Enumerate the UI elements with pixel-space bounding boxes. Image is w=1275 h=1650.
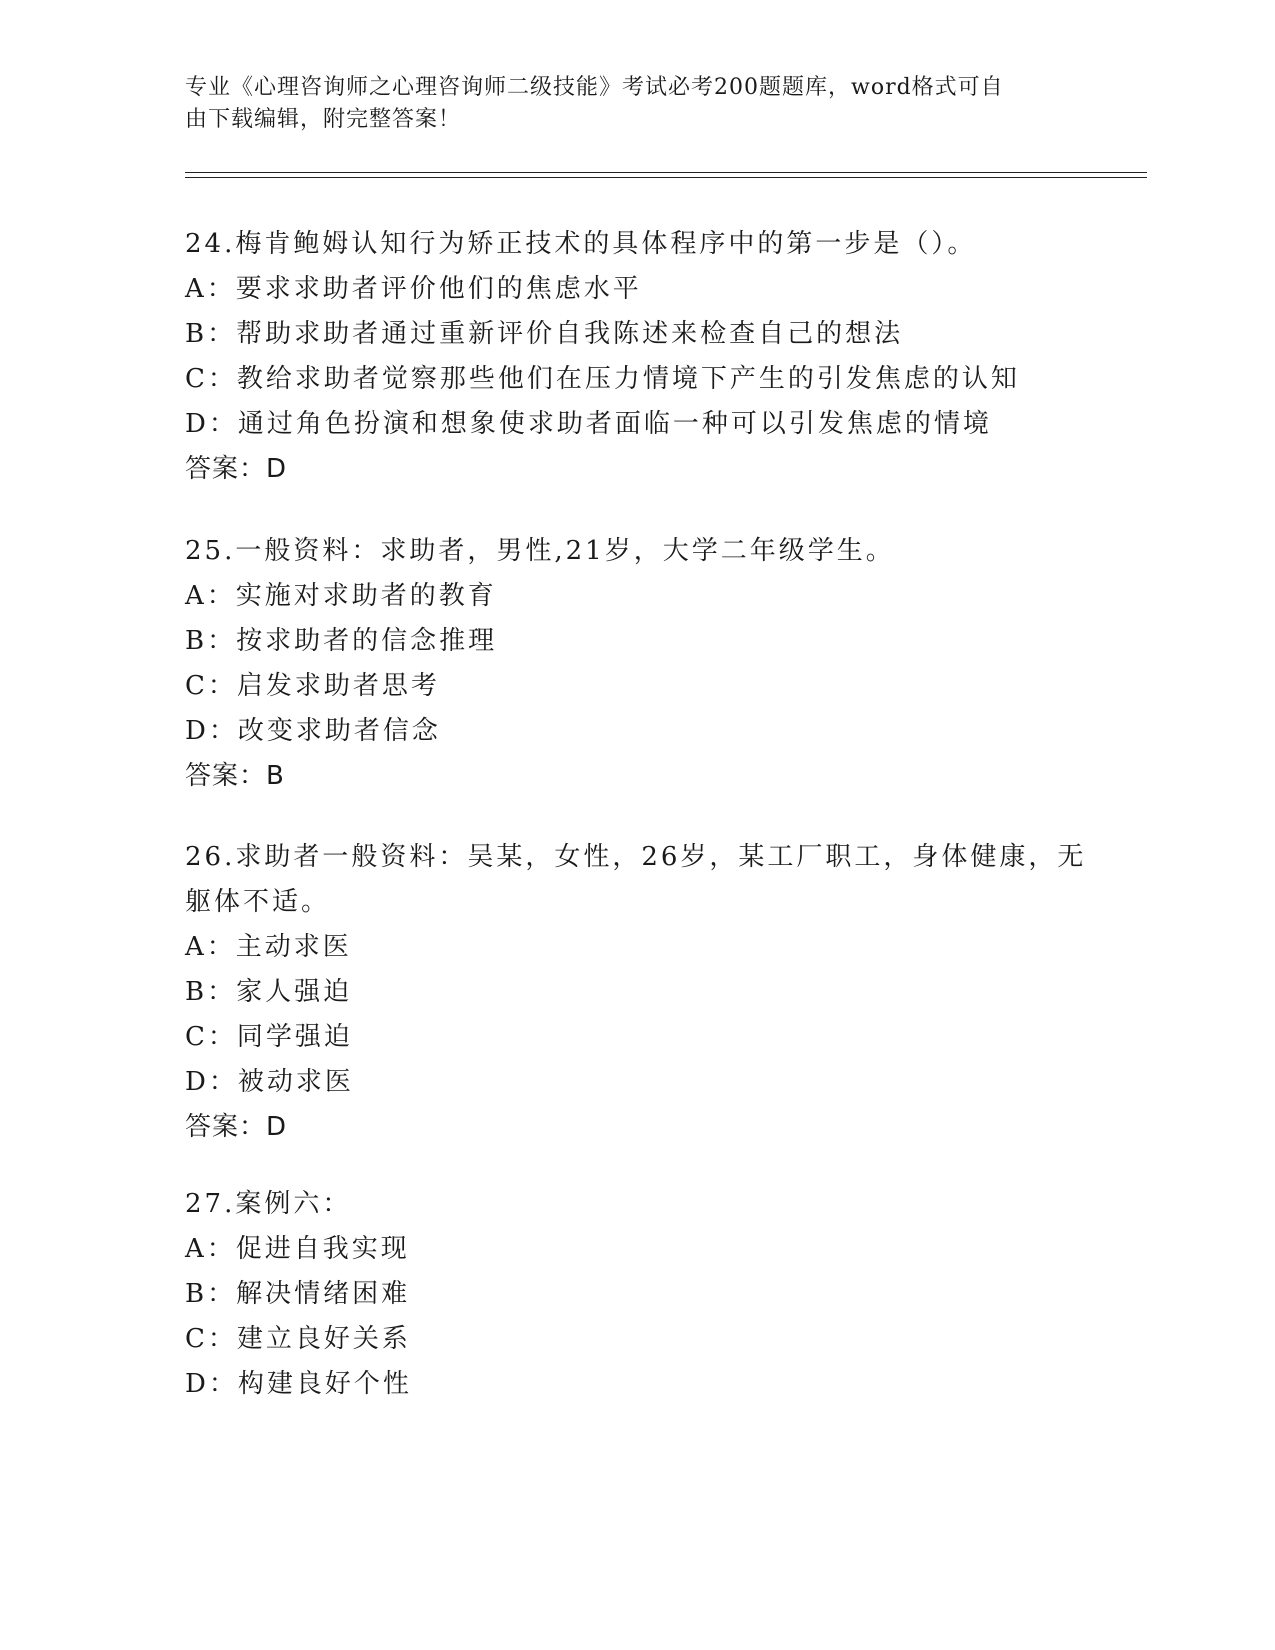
option-b: B：解决情绪困难 (185, 1279, 411, 1309)
header-line-1: 专业《心理咨询师之心理咨询师二级技能》考试必考200题题库，word格式可自 (185, 75, 1004, 100)
document-header (185, 72, 1065, 136)
answer: 答案：D (185, 454, 288, 484)
option-a: A：实施对求助者的教育 (185, 581, 497, 611)
question-stem-line-2: 躯体不适。 (185, 887, 331, 917)
header-divider-bottom (185, 177, 1147, 178)
question-24 (185, 222, 1085, 492)
option-b: B：家人强迫 (185, 977, 353, 1007)
option-c: C：教给求助者觉察那些他们在压力情境下产生的引发焦虑的认知 (185, 364, 1020, 394)
question-stem: 27.案例六： (185, 1189, 352, 1219)
question-stem: 25.一般资料：求助者，男性,21岁，大学二年级学生。 (185, 536, 895, 566)
option-d: D：被动求医 (185, 1067, 354, 1097)
question-25 (185, 529, 1085, 799)
option-a: A：促进自我实现 (185, 1234, 410, 1264)
option-b: B：帮助求助者通过重新评价自我陈述来检查自己的想法 (185, 319, 904, 349)
option-a: A：要求求助者评价他们的焦虑水平 (185, 274, 642, 304)
option-d: D：构建良好个性 (185, 1369, 412, 1399)
option-d: D：改变求助者信念 (185, 716, 441, 746)
answer: 答案：B (185, 761, 285, 791)
option-c: C：建立良好关系 (185, 1324, 411, 1354)
header-divider-top (185, 172, 1147, 173)
question-stem-line-1: 26.求助者一般资料：吴某，女性，26岁，某工厂职工，身体健康，无 (185, 842, 1087, 872)
question-stem: 24.梅肯鲍姆认知行为矫正技术的具体程序中的第一步是（）。 (185, 229, 977, 259)
option-c: C：同学强迫 (185, 1022, 353, 1052)
question-27 (185, 1182, 1085, 1407)
header-line-2: 由下载编辑，附完整答案！ (185, 107, 462, 132)
option-d: D：通过角色扮演和想象使求助者面临一种可以引发焦虑的情境 (185, 409, 992, 439)
option-a: A：主动求医 (185, 932, 352, 962)
question-26 (185, 835, 1085, 1150)
answer: 答案：D (185, 1112, 288, 1142)
option-c: C：启发求助者思考 (185, 671, 440, 701)
option-b: B：按求助者的信念推理 (185, 626, 498, 656)
